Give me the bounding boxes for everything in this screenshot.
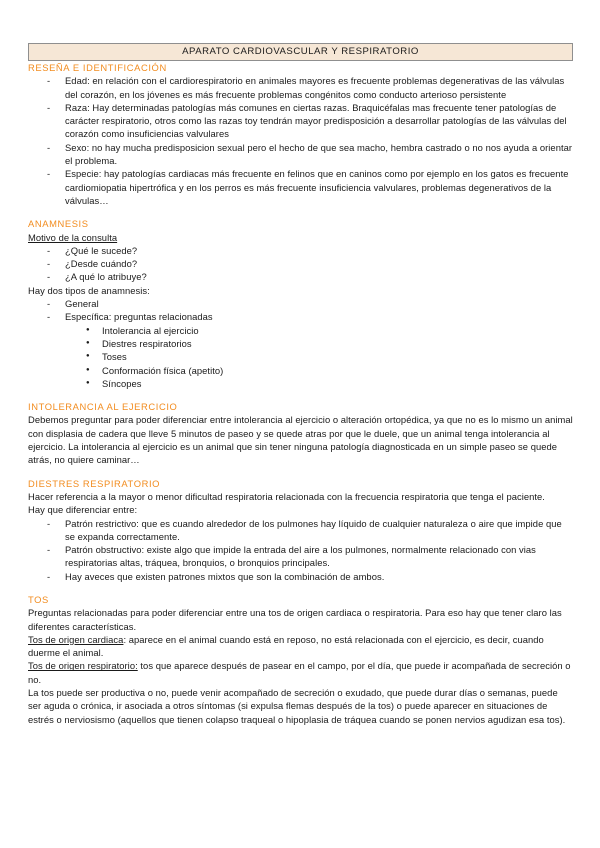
list-item: - Raza: Hay determinadas patologías más comunes en ciertas razas. Braquicéfalas mas frecuente tener patologías de carácter respiratorio, otros como las razas toy tendrán mayor predisposición a desarrollar patologías de las válvulas del corazón como insuficiencias valvulares [65,101,573,141]
list-item-label: Específica: preguntas relacionadas [65,311,213,323]
section-heading-diestres: DIESTRES RESPIRATORIO [28,477,161,489]
resena-list [28,74,573,207]
list-item: - Especie: hay patologías cardiacas más frecuente en felinos que en caninos como por ejemplo en los gatos es frecuente cardiomiopatia hipertrófica y en los perros es más frecuente insuficiencia valvulares, problemas degenerativos de la válvulas… [65,167,573,207]
especifica-list [65,324,573,390]
list-item: ● Conformación física (apetito) [102,364,573,377]
list-item: ● Toses [102,350,573,363]
tos-final: La tos puede ser productiva o no, puede venir acompañado de secreción o exudado, que puede durar días o semanas, puede ser aguda o crónica, ir asociada a otros síntomas (si expulsa flemas después de la tos) o puede aparecer en situaciones de estrés o nerviosismo (aquellos que tienen colapso traqueal o hipoplasia de tráquea cuando se ponen nervios agudizan esa tos). [28,687,566,725]
list-item [65,310,573,390]
motivo-subheading: Motivo de la consulta [28,231,118,243]
section-heading-intolerancia: INTOLERANCIA AL EJERCICIO [28,401,178,413]
tos-cardiaca-label: Tos de origen cardiaca [28,633,124,645]
section-heading-tos: TOS [28,593,49,605]
diestres-list [28,517,573,583]
diestres-intro: Hay que diferenciar entre: [28,504,138,516]
diestres-paragraph: Hacer referencia a la mayor o menor dificultad respiratoria relacionada con la frecuencia respiratoria que tenga el paciente. [28,490,545,502]
list-item: - ¿A qué lo atribuye? [65,270,573,283]
document-page [28,43,573,726]
list-item: ● Síncopes [102,377,573,390]
list-item: - General [65,297,573,310]
list-item: - Hay aveces que existen patrones mixtos que son la combinación de ambos. [65,570,573,583]
section-heading-resena: RESEÑA E IDENTIFICACIÓN [28,62,167,73]
list-item: ● Diestres respiratorios [102,337,573,350]
section-heading-anamnesis: ANAMNESIS [28,218,89,230]
intolerancia-paragraph: Debemos preguntar para poder diferenciar entre intolerancia al ejercicio o alteración ortopédica, ya que no es lo mismo un animal con displasia de cadera que lleve 5 minutos de paseo y se quede atras por que le duele, que un animal tenga intolerancia al ejercicio. La intolerancia al ejercicio es un animal que sin tener ninguna patología diagnosticada en un simple paseo se quede atrás, no quiere caminar… [28,414,573,466]
tos-cardiaca [28,633,573,660]
tipos-intro: Hay dos tipos de anamnesis: [28,284,150,296]
tipos-list [28,297,573,390]
list-item: ● Intolerancia al ejercicio [102,324,573,337]
list-item: - Sexo: no hay mucha predisposicion sexual pero el hecho de que sea macho, hembra castrado o no nos ayuda a orientar el problema. [65,141,573,168]
list-item: - Edad: en relación con el cardiorespiratorio en animales mayores es frecuente problemas degenerativas de las válvulas del corazón, en los jóvenes es más frecuente problemas congénitos como conducto arterioso persistente [65,74,573,101]
list-item: - ¿Qué le sucede? [65,244,573,257]
document-title: APARATO CARDIOVASCULAR Y RESPIRATORIO [28,43,573,61]
tos-cardiaca-text: : aparece en el animal cuando está en reposo, no está relacionada con el ejercicio, es decir, cuando duerme el animal. [28,633,544,659]
tos-resp-text: tos que aparece después de pasear en el campo, por el día, que puede ir acompañada de secreción o no. [28,660,571,685]
questions-list [28,244,573,284]
tos-respiratorio [28,659,573,686]
tos-intro: Preguntas relacionadas para poder diferenciar entre una tos de origen cardiaca o respiratoria. Para eso hay que tener claro las diferentes características. [28,607,562,632]
list-item: - Patrón obstructivo: existe algo que impide la entrada del aire a los pulmones, normalmente relacionado con vias respiratorias altas, tráquea, bronquios, o bronquios principales. [65,543,573,570]
list-item: - ¿Desde cuándo? [65,257,573,270]
list-item: - Patrón restrictivo: que es cuando alrededor de los pulmones hay líquido de cualquier naturaleza o aire que impide que se expanda correctamente. [65,517,573,544]
tos-resp-label: Tos de origen respiratorio: [28,660,138,672]
